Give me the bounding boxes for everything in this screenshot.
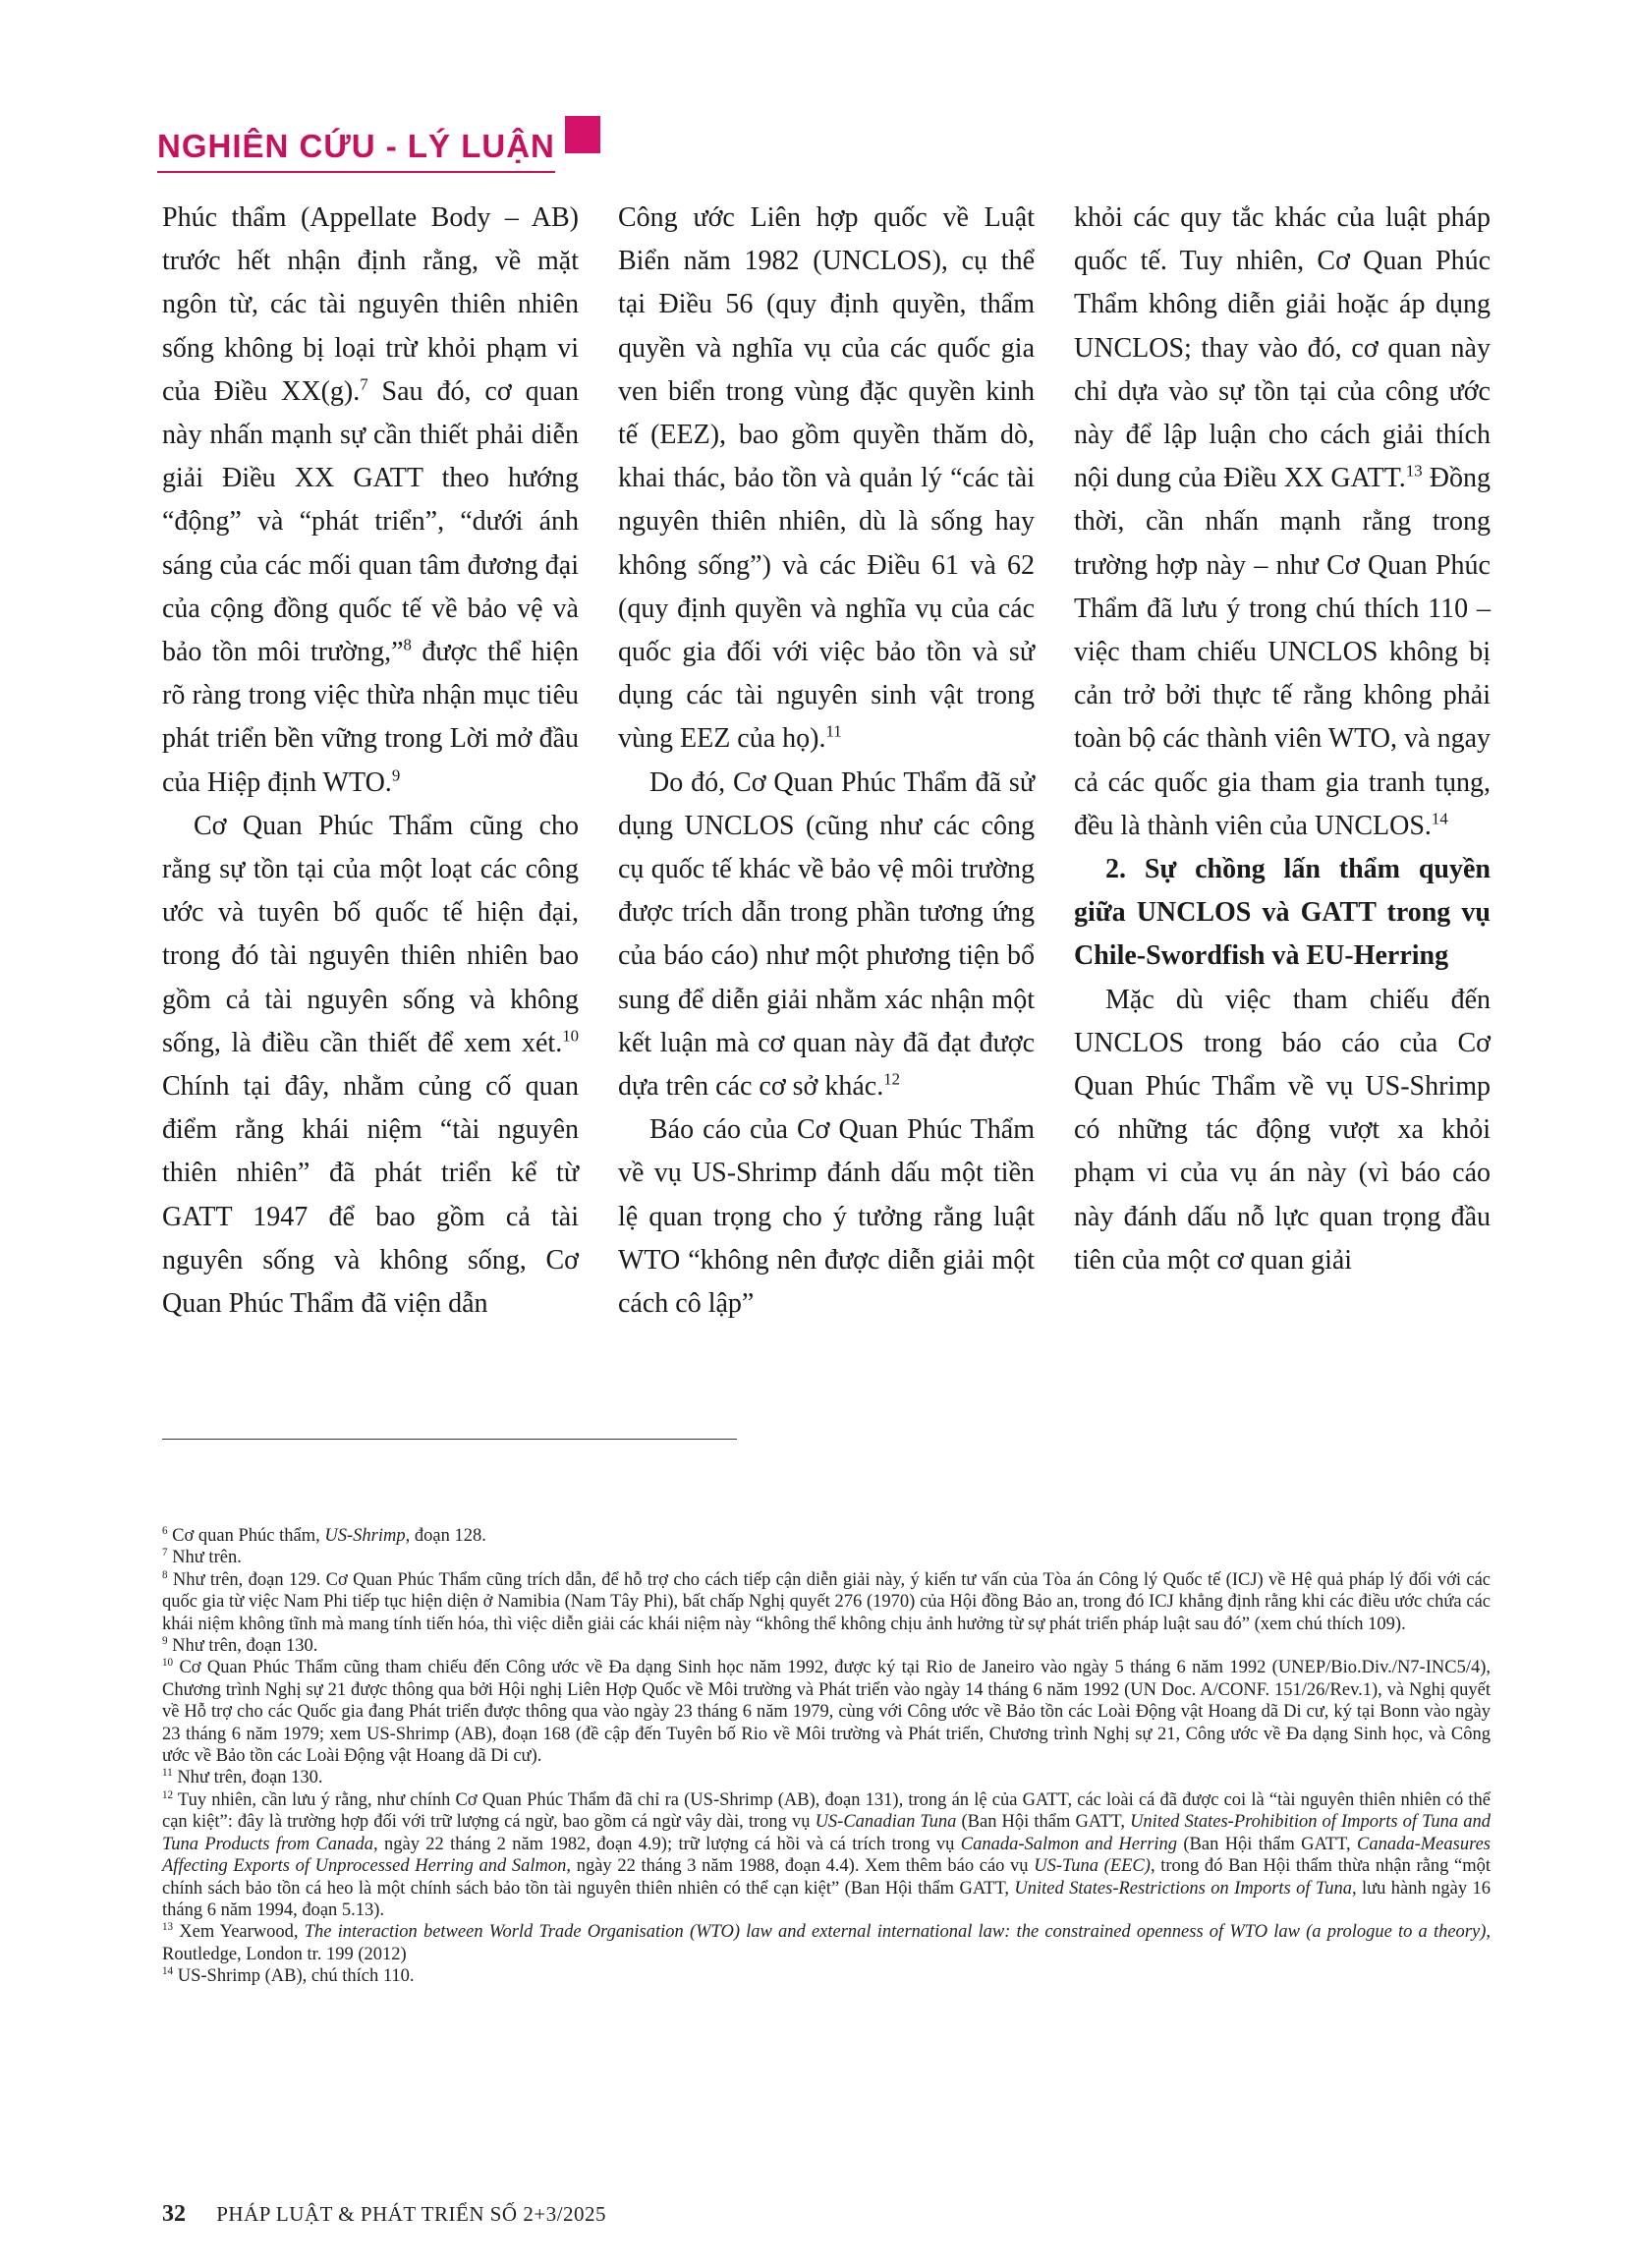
italic-citation: The interaction between World Trade Organisation (WTO) law and external international law: the constrained openness of WTO law (a prologue to a theory) — [304, 1922, 1487, 1943]
article-body — [162, 197, 1491, 1376]
footnote-number: 13 — [162, 1921, 174, 1934]
footnote: $^{13}$ Xem Yearwood, The interaction between World Trade Organisation (WTO) law and external international law: the constrained openness of WTO law (a prologue to a theory), Routledge, London tr. 199 (2012) — [162, 1921, 1491, 1964]
footnote-reference: 10 — [562, 1026, 579, 1046]
italic-citation: Canada-Measures Affecting Exports of Unprocessed Herring and Salmon — [162, 1834, 1491, 1877]
italic-citation: Canada-Salmon and Herring — [960, 1834, 1178, 1854]
section-heading: 2. Sự chồng lấn thẩm quyền giữa UNCLOS và GATT trong vụ Chile-Swordfish và EU-Herring — [1074, 854, 1491, 972]
footnote: $^6$ Cơ quan Phúc thẩm, US-Shrimp, đoạn 128. — [162, 1524, 486, 1546]
text-column-2 — [618, 197, 1035, 1326]
footnote: $^8$ Như trên, đoạn 129. Cơ Quan Phúc Thẩm cũng trích dẫn, để hỗ trợ cho cách tiếp cận diễn giải này, ý kiến tư vấn của Tòa án Công lý Quốc tế (ICJ) về Hệ quả pháp lý đối với các quốc gia từ việc Nam Phi tiếp tục hiện diện ở Namibia (Nam Tây Phi), bất chấp Nghị quyết 276 (1970) của Hội đồng Bảo an, trong đó ICJ khẳng định rằng khi các điều ước chứa các khái niệm không tĩnh mà mang tính tiến hóa, thì việc diễn giải các khái niệm này “không thể không chịu ảnh hưởng từ sự phát triển pháp luật sau đó” (xem chú thích 109). — [162, 1568, 1491, 1634]
text-column-3 — [1074, 197, 1491, 1282]
footnote-number: 9 — [162, 1634, 168, 1647]
footnote: $^9$ Như trên, đoạn 130. — [162, 1634, 318, 1657]
footnote-reference: 11 — [825, 722, 842, 742]
footnote-reference: 12 — [883, 1069, 900, 1089]
paragraph: Cơ Quan Phúc Thẩm cũng cho rằng sự tồn tại của một loạt các công ước và tuyên bố quốc tế hiện đại, trong đó tài nguyên thiên nhiên bao gồm cả tài nguyên sống và không sống, là điều cần thiết để xem xét.$^{10}$ Chính tại đây, nhằm củng cố quan điểm rằng khái niệm “tài nguyên thiên nhiên” đã phát triển kể từ GATT 1947 để bao gồm cả tài nguyên sống và không sống, Cơ Quan Phúc Thẩm đã viện dẫn — [162, 810, 579, 1320]
paragraph: khỏi các quy tắc khác của luật pháp quốc tế. Tuy nhiên, Cơ Quan Phúc Thẩm không diễn giải hoặc áp dụng UNCLOS; thay vào đó, cơ quan này chỉ dựa vào sự tồn tại của công ước này để lập luận cho cách giải thích nội dung của Điều XX GATT.$^{13}$ Đồng thời, cần nhấn mạnh rằng trong trường hợp này – như Cơ Quan Phúc Thẩm đã lưu ý trong chú thích 110 – việc tham chiếu UNCLOS không bị cản trở bởi thực tế rằng không phải toàn bộ các thành viên WTO, và ngay cả các quốc gia tham gia tranh tụng, đều là thành viên của UNCLOS.$^{14}$ — [1074, 202, 1491, 841]
footnote-reference: 8 — [403, 635, 412, 654]
footnote: $^7$ Như trên. — [162, 1547, 242, 1568]
paragraph: Mặc dù việc tham chiếu đến UNCLOS trong báo cáo của Cơ Quan Phúc Thẩm về vụ US-Shrimp có những tác động vượt xa khỏi phạm vi của vụ án này (vì báo cáo này đánh dấu nỗ lực quan trọng đầu tiên của một cơ quan giải — [1074, 984, 1491, 1276]
section-title: NGHIÊN CỨU - LÝ LUẬN — [157, 116, 555, 173]
footnote-divider — [162, 1439, 737, 1440]
footnote-number: 14 — [162, 1964, 174, 1977]
footnote-number: 6 — [162, 1524, 168, 1537]
footnote-number: 7 — [162, 1547, 168, 1559]
footnote: $^{10}$ Cơ Quan Phúc Thẩm cũng tham chiếu đến Công ước về Đa dạng Sinh học năm 1992, được ký tại Rio de Janeiro vào ngày 5 tháng 6 năm 1992 (UNEP/Bio.Div./N7-INC5/4), Chương trình Nghị sự 21 được thông qua bởi Hội nghị Liên Hợp Quốc về Môi trường và Phát triển vào ngày 14 tháng 6 năm 1992 (UN Doc. A/CONF. 151/26/Rev.1), và Nghị quyết về Hỗ trợ cho các Quốc gia đang Phát triển được thông qua vào ngày 23 tháng 6 năm 1979, cùng với Công ước về Bảo tồn các Loài Động vật Hoang dã Di cư, ký tại Bonn vào ngày 23 tháng 6 năm 1979; xem US-Shrimp (AB), đoạn 168 (đề cập đến Tuyên bố Rio về Môi trường và Phát triển, Chương trình Nghị sự 21, Công ước về Đa dạng Sinh học, và Công ước về Bảo tồn các Loài Động vật Hoang dã Di cư). — [162, 1657, 1491, 1767]
footnote: $^{11}$ Như trên, đoạn 130. — [162, 1767, 323, 1788]
paragraph: Công ước Liên hợp quốc về Luật Biển năm 1982 (UNCLOS), cụ thể tại Điều 56 (quy định quyền, thẩm quyền và nghĩa vụ của các quốc gia ven biển trong vùng đặc quyền kinh tế (EEZ), bao gồm quyền thăm dò, khai thác, bảo tồn và quản lý “các tài nguyên thiên nhiên, dù là sống hay không sống”) và các Điều 61 và 62 (quy định quyền và nghĩa vụ của các quốc gia đối với việc bảo tồn và sử dụng các tài nguyên sinh vật trong vùng EEZ của họ).$^{11}$ — [618, 202, 1035, 755]
footnote-number: 8 — [162, 1568, 168, 1581]
italic-citation: United States-Prohibition of Imports of Tuna and Tuna Products from Canada — [162, 1812, 1491, 1854]
page-number: 32 — [162, 2201, 186, 2227]
footnotes — [162, 1525, 1491, 1988]
footnote-reference: 7 — [360, 374, 368, 394]
paragraph: Phúc thẩm (Appellate Body – AB) trước hết nhận định rằng, về mặt ngôn từ, các tài nguyên thiên nhiên sống không bị loại trừ khỏi phạm vi của Điều XX(g).$^7$ Sau đó, cơ quan này nhấn mạnh sự cần thiết phải diễn giải Điều XX GATT theo hướng “động” và “phát triển”, “dưới ánh sáng của các mối quan tâm đương đại của cộng đồng quốc tế về bảo vệ và bảo tồn môi trường,”$^8$ được thể hiện rõ ràng trong việc thừa nhận mục tiêu phát triển bền vững trong Lời mở đầu của Hiệp định WTO.$^9$ — [162, 202, 579, 798]
footnote: $^{12}$ Tuy nhiên, cần lưu ý rằng, như chính Cơ Quan Phúc Thẩm đã chỉ ra (US-Shrimp (AB), đoạn 131), trong án lệ của GATT, các loài cá đã được coi là “tài nguyên thiên nhiên có thể cạn kiệt”: đây là trường hợp đối với trữ lượng cá ngừ, bao gồm cá ngừ vây dài, trong vụ US-Canadian Tuna (Ban Hội thẩm GATT, United States-Prohibition of Imports of Tuna and Tuna Products from Canada, ngày 22 tháng 2 năm 1982, đoạn 4.9); trữ lượng cá hồi và cá trích trong vụ Canada-Salmon and Herring (Ban Hội thẩm GATT, Canada-Measures Affecting Exports of Unprocessed Herring and Salmon, ngày 22 tháng 3 năm 1988, đoạn 4.4). Xem thêm báo cáo vụ US-Tuna (EEC), trong đó Ban Hội thẩm thừa nhận rằng “một chính sách bảo tồn cá heo là một chính sách bảo tồn tài nguyên thiên nhiên có thể cạn kiệt” (Ban Hội thẩm GATT, United States-Restrictions on Imports of Tuna, lưu hành ngày 16 tháng 6 năm 1994, đoạn 5.13). — [162, 1788, 1492, 1920]
text-column-1 — [162, 197, 579, 1326]
italic-citation: US-Canadian Tuna — [815, 1812, 957, 1833]
footnote: $^{14}$ US-Shrimp (AB), chú thích 110. — [162, 1964, 415, 1987]
section-header — [157, 116, 600, 173]
footnote-reference: 9 — [391, 765, 401, 785]
footnote-number: 12 — [162, 1788, 174, 1801]
footnote-number: 10 — [162, 1657, 174, 1670]
paragraph: Báo cáo của Cơ Quan Phúc Thẩm về vụ US-Shrimp đánh dấu một tiền lệ quan trọng cho ý tưởng rằng luật WTO “không nên được diễn giải một cách cô lập” — [618, 1114, 1035, 1320]
italic-citation: United States-Restrictions on Imports of Tuna — [1014, 1878, 1352, 1899]
footnote-reference: 14 — [1431, 809, 1448, 828]
footnote-reference: 13 — [1405, 461, 1423, 481]
italic-citation: US-Shrimp — [324, 1526, 406, 1546]
section-color-mark — [565, 116, 600, 153]
page-footer — [162, 2201, 606, 2228]
journal-title: PHÁP LUẬT & PHÁT TRIỂN SỐ 2+3/2025 — [216, 2202, 607, 2226]
paragraph: Do đó, Cơ Quan Phúc Thẩm đã sử dụng UNCLOS (cũng như các công cụ quốc tế khác về bảo vệ môi trường được trích dẫn trong phần tương ứng của báo cáo) như một phương tiện bổ sung để diễn giải nhằm xác nhận một kết luận mà cơ quan này đã đạt được dựa trên các cơ sở khác.$^{12}$ — [618, 766, 1035, 1103]
italic-citation: US-Tuna (EEC) — [1034, 1856, 1151, 1877]
footnote-number: 11 — [162, 1767, 173, 1780]
